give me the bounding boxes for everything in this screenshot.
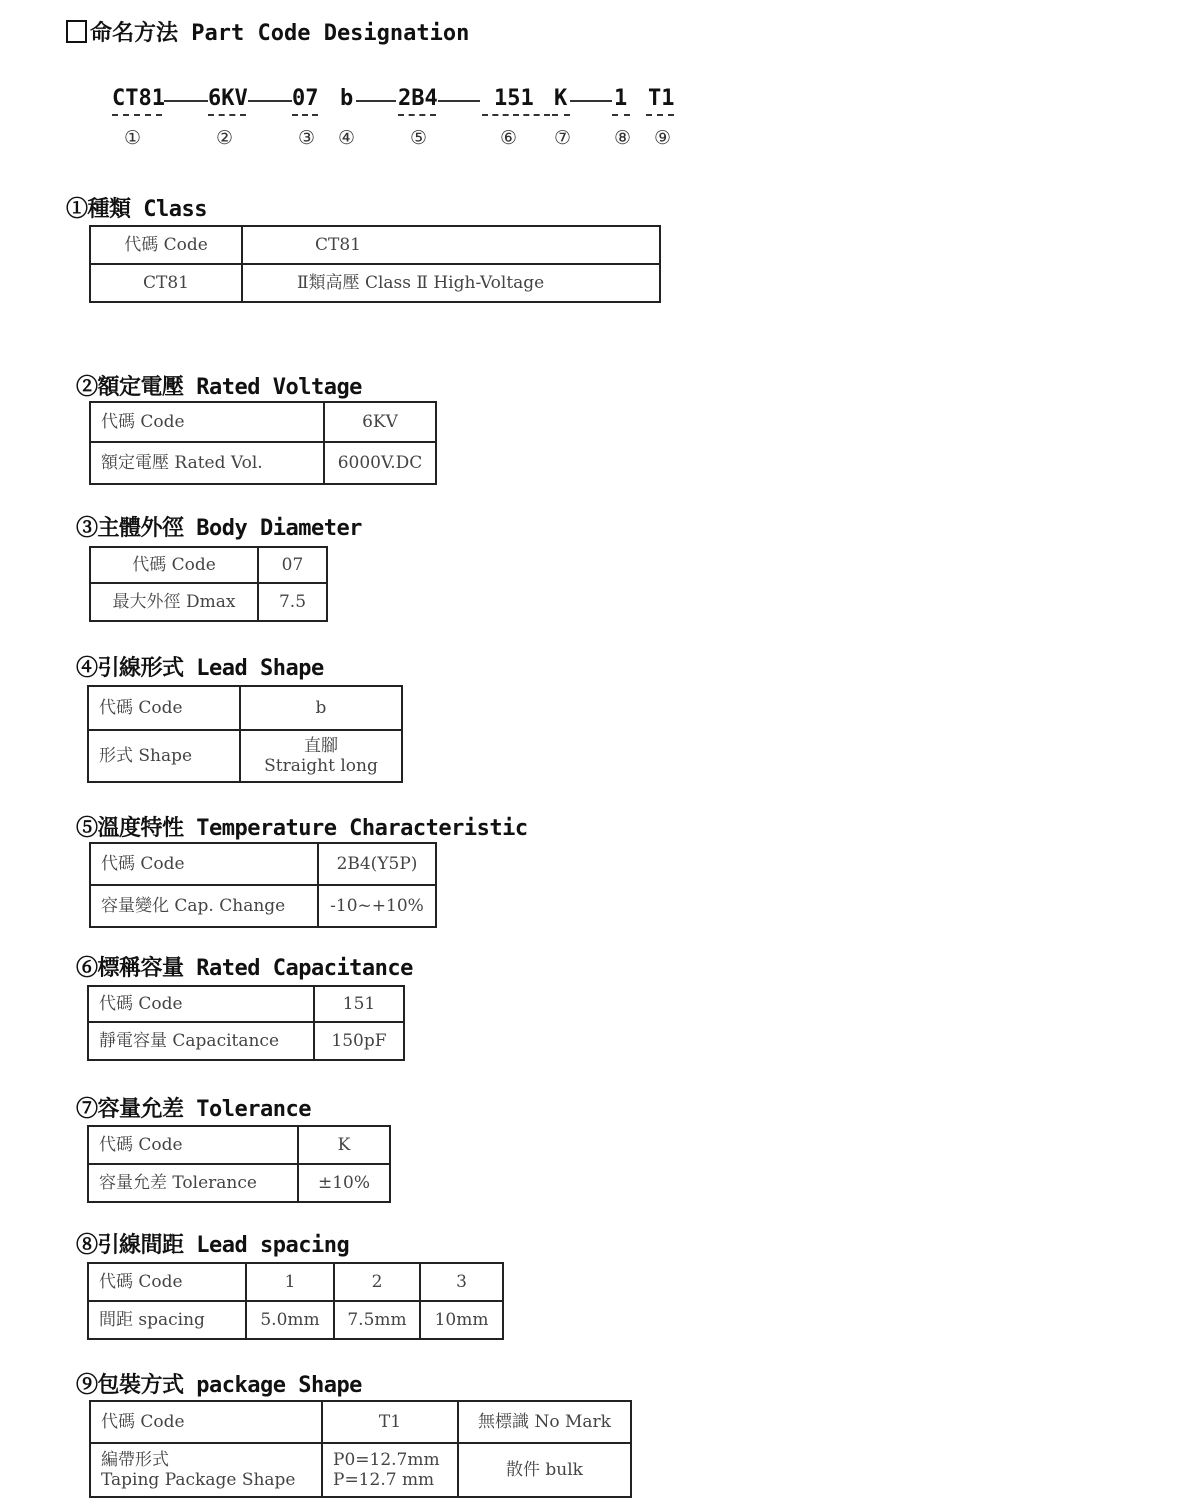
code-underline [292,114,318,116]
section-heading-temp: ⑤溫度特性 Temperature Characteristic [76,816,528,841]
page-title-text: 命名方法 Part Code Designation [90,21,470,46]
code-part-voltage: 6KV [208,86,248,111]
table-cell: 10mm [420,1301,503,1339]
section-heading-class: ①種類 Class [66,197,207,222]
table-cell: 1 [246,1263,334,1301]
code-underline [208,114,246,116]
table-cell: 代碼 Code [90,843,318,885]
table-cell: 6000V.DC [324,442,436,484]
section-heading-lead: ④引線形式 Lead Shape [76,656,324,681]
table-cell: 無標識 No Mark [458,1401,631,1443]
package-table [89,1400,632,1498]
code-dash [164,100,208,102]
code-underline [646,114,674,116]
section-heading-tolerance: ⑦容量允差 Tolerance [76,1097,311,1122]
code-designation [112,86,682,122]
table-cell: 代碼 Code [88,1126,298,1164]
code-part-class: CT81 [112,86,165,111]
code-part-lead: b [340,86,354,111]
table-cell: 5.0mm [246,1301,334,1339]
table-cell: 6KV [324,402,436,442]
temp-table [89,842,437,928]
table-cell: 代碼 Code [90,547,258,583]
table-cell: 間距 spacing [88,1301,246,1339]
marker-8: ⑧ [614,127,632,149]
table-cell: 最大外徑 Dmax [90,583,258,621]
marker-3: ③ [298,127,316,149]
code-underline [612,114,630,116]
table-cell: 3 [420,1263,503,1301]
table-cell: 代碼 Code [90,402,324,442]
table-cell: 2 [334,1263,420,1301]
table-cell [240,730,402,782]
table-cell: 7.5 [258,583,327,621]
code-dash [438,100,480,102]
section-heading-diameter: ③主體外徑 Body Diameter [76,516,362,541]
table-cell: -10~+10% [318,885,436,927]
code-part-tolerance: K [554,86,568,111]
pitch-p: P=12.7 mm [333,1470,435,1490]
table-cell: 07 [258,547,327,583]
code-part-temp: 2B4 [398,86,438,111]
lead-table [87,685,403,783]
table-cell: 代碼 Code [90,226,242,264]
table-cell: 2B4(Y5P) [318,843,436,885]
table-cell: 形式 Shape [88,730,240,782]
class-table [89,225,661,303]
marker-9: ⑨ [654,127,672,149]
table-cell: CT81 [90,264,242,302]
marker-4: ④ [338,127,356,149]
table-cell: b [240,686,402,730]
voltage-table [89,401,437,485]
page-title [66,16,469,47]
taping-label-cn: 編帶形式 [101,1450,169,1470]
code-part-package: T1 [648,86,675,111]
table-cell [90,1443,322,1497]
code-part-diameter: 07 [292,86,319,111]
section-heading-capacitance: ⑥標稱容量 Rated Capacitance [76,956,413,981]
spacing-table [87,1262,504,1340]
lead-shape-en: Straight long [264,756,378,776]
table-cell: 容量允差 Tolerance [88,1164,298,1202]
table-cell: 散件 bulk [458,1443,631,1497]
pitch-p0: P0=12.7mm [333,1450,440,1470]
section-heading-spacing: ⑧引線間距 Lead spacing [76,1233,350,1258]
marker-6: ⑥ [500,127,518,149]
code-dash [570,100,612,102]
table-cell: Ⅱ類高壓 Class Ⅱ High-Voltage [242,264,660,302]
table-cell: 額定電壓 Rated Vol. [90,442,324,484]
table-cell [322,1443,458,1497]
code-underline [552,114,570,116]
code-part-spacing: 1 [614,86,628,111]
lead-shape-cn: 直腳 [304,736,338,756]
code-part-capacitance: 151 [494,86,534,111]
code-underline [482,114,550,116]
table-cell: 150pF [314,1022,404,1060]
table-cell: 代碼 Code [88,986,314,1022]
table-cell: 代碼 Code [90,1401,322,1443]
code-underline [398,114,436,116]
table-cell: 靜電容量 Capacitance [88,1022,314,1060]
diameter-table [89,546,328,622]
marker-5: ⑤ [410,127,428,149]
table-cell: 7.5mm [334,1301,420,1339]
table-cell: T1 [322,1401,458,1443]
code-dash [356,100,396,102]
table-cell: 151 [314,986,404,1022]
section-heading-package: ⑨包裝方式 package Shape [76,1373,362,1398]
section-heading-voltage: ②額定電壓 Rated Voltage [76,375,362,400]
table-cell: K [298,1126,390,1164]
checkbox-square-icon [66,20,87,43]
table-cell: 代碼 Code [88,1263,246,1301]
table-cell: 容量變化 Cap. Change [90,885,318,927]
code-dash [248,100,292,102]
code-underline [112,114,162,116]
marker-1: ① [124,127,142,149]
table-cell: ±10% [298,1164,390,1202]
capacitance-table [87,985,405,1061]
tolerance-table [87,1125,391,1203]
marker-2: ② [216,127,234,149]
marker-7: ⑦ [554,127,572,149]
table-cell: 代碼 Code [88,686,240,730]
table-cell: CT81 [242,226,660,264]
taping-label-en: Taping Package Shape [101,1470,296,1490]
